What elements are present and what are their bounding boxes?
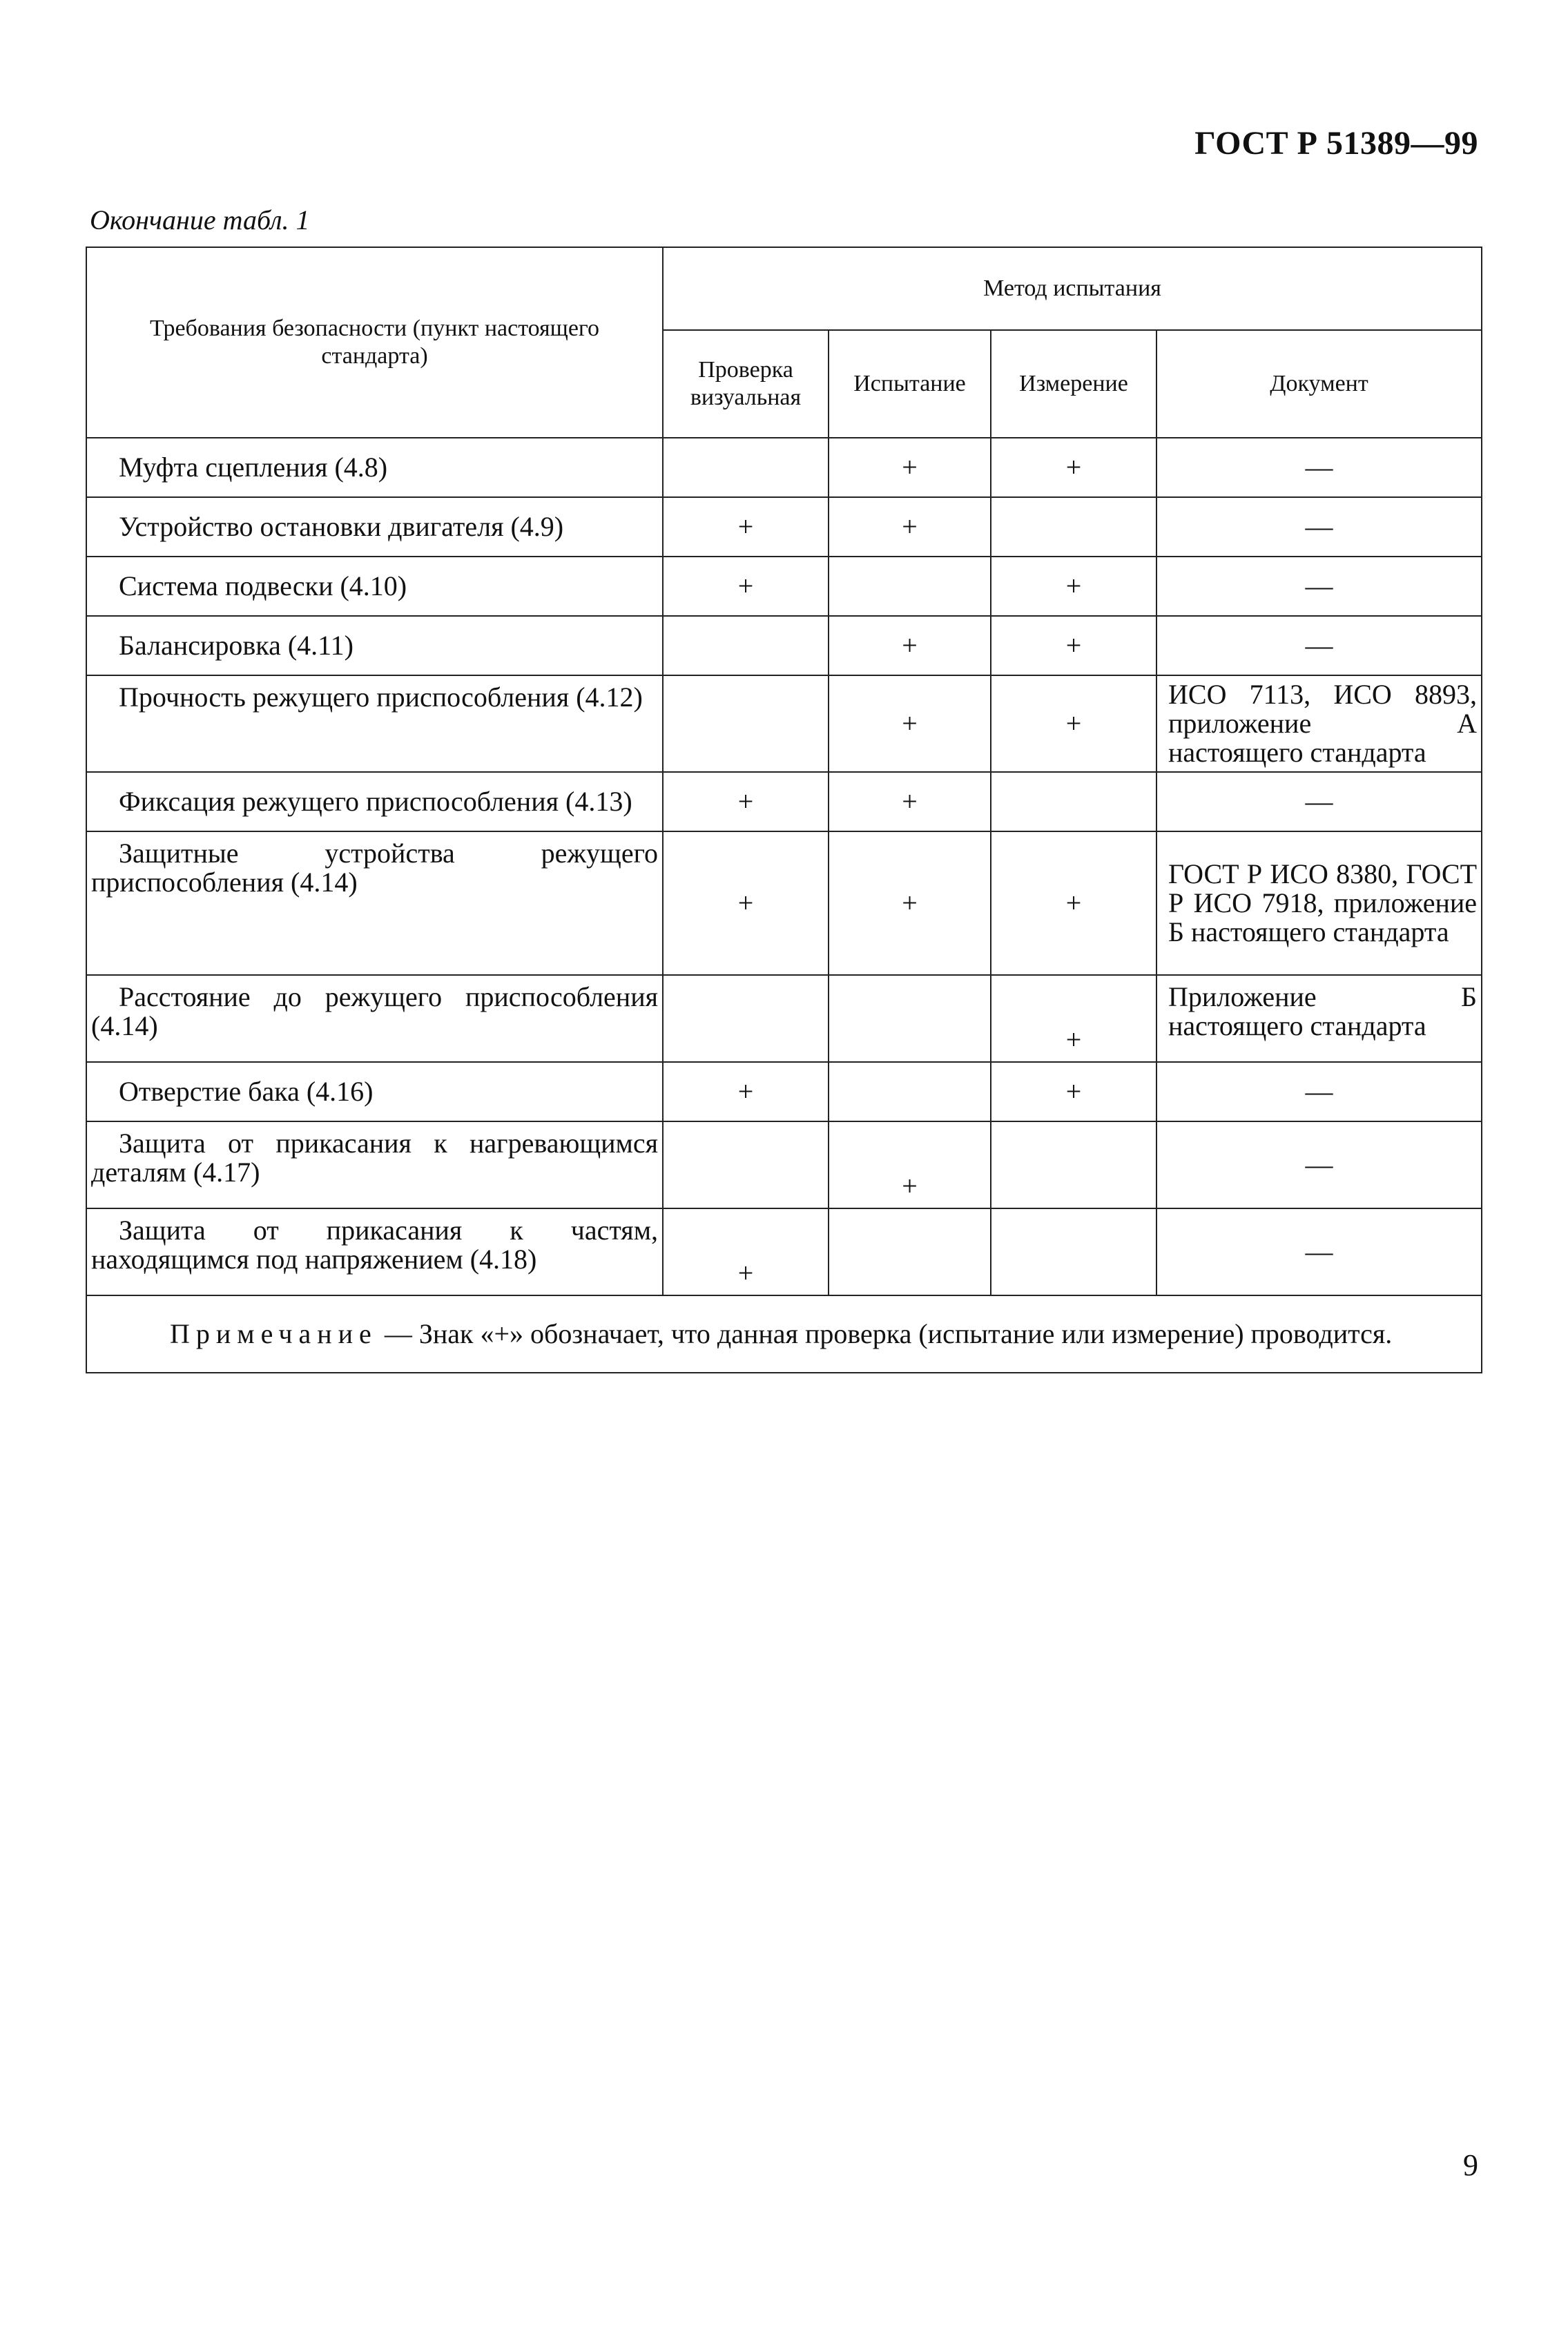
- requirement-cell: Муфта сцепления (4.8): [86, 438, 663, 497]
- table-row: [86, 975, 1482, 1062]
- note-text: — Знак «+» обозначает, что данная проверка (испытание или измерение) проводится.: [377, 1318, 1393, 1349]
- visual-cell: +: [663, 497, 829, 557]
- test-cell: [829, 975, 991, 1062]
- table-row: [86, 438, 1482, 497]
- requirement-cell: Расстояние до режущего приспособления (4.14): [86, 975, 663, 1062]
- measure-cell: +: [991, 438, 1156, 497]
- table-header-row: [86, 247, 1482, 330]
- visual-cell: [663, 975, 829, 1062]
- header-method-group: Метод испытания: [663, 247, 1482, 330]
- note-label: Примечание: [170, 1318, 378, 1349]
- document-cell: ИСО 7113, ИСО 8893, приложение А настоящего стандарта: [1156, 675, 1482, 772]
- test-cell: +: [829, 772, 991, 831]
- table-row: [86, 557, 1482, 616]
- requirement-cell: Отверстие бака (4.16): [86, 1062, 663, 1121]
- header-test: Испытание: [829, 330, 991, 438]
- header-measure: Измерение: [991, 330, 1156, 438]
- document-cell: —: [1156, 1208, 1482, 1295]
- measure-cell: +: [991, 975, 1156, 1062]
- measure-cell: +: [991, 557, 1156, 616]
- table-row: [86, 497, 1482, 557]
- visual-cell: [663, 438, 829, 497]
- document-cell: —: [1156, 557, 1482, 616]
- requirement-cell: Защитные устройства режущего приспособления (4.14): [86, 831, 663, 975]
- test-cell: +: [829, 831, 991, 975]
- requirement-cell: Балансировка (4.11): [86, 616, 663, 675]
- document-cell: —: [1156, 772, 1482, 831]
- visual-cell: [663, 1121, 829, 1208]
- table-row: [86, 772, 1482, 831]
- table-row: [86, 616, 1482, 675]
- measure-cell: [991, 1121, 1156, 1208]
- measure-cell: +: [991, 831, 1156, 975]
- test-cell: [829, 1062, 991, 1121]
- table-note: [86, 1295, 1482, 1373]
- visual-cell: [663, 616, 829, 675]
- document-cell: —: [1156, 497, 1482, 557]
- test-cell: [829, 557, 991, 616]
- visual-cell: [663, 675, 829, 772]
- test-cell: [829, 1208, 991, 1295]
- document-cell: —: [1156, 438, 1482, 497]
- measure-cell: [991, 772, 1156, 831]
- measure-cell: +: [991, 1062, 1156, 1121]
- page-number: 9: [1463, 2148, 1478, 2182]
- table-row: [86, 1062, 1482, 1121]
- header-visual: Проверка визуальная: [663, 330, 829, 438]
- visual-cell: +: [663, 831, 829, 975]
- test-cell: +: [829, 438, 991, 497]
- requirement-cell: Система подвески (4.10): [86, 557, 663, 616]
- measure-cell: +: [991, 675, 1156, 772]
- test-cell: +: [829, 497, 991, 557]
- requirements-table-container: [86, 247, 1481, 1373]
- document-cell: —: [1156, 1062, 1482, 1121]
- measure-cell: +: [991, 616, 1156, 675]
- visual-cell: +: [663, 1208, 829, 1295]
- test-cell: +: [829, 1121, 991, 1208]
- requirement-cell: Защита от прикасания к нагревающимся деталям (4.17): [86, 1121, 663, 1208]
- visual-cell: +: [663, 772, 829, 831]
- requirement-cell: Устройство остановки двигателя (4.9): [86, 497, 663, 557]
- table-row: [86, 675, 1482, 772]
- document-cell: ГОСТ Р ИСО 8380, ГОСТ Р ИСО 7918, приложение Б настоящего стандарта: [1156, 831, 1482, 975]
- table-row: [86, 1208, 1482, 1295]
- requirements-table: [86, 247, 1482, 1373]
- table-note-row: [86, 1295, 1482, 1373]
- test-cell: +: [829, 616, 991, 675]
- document-cell: —: [1156, 1121, 1482, 1208]
- measure-cell: [991, 497, 1156, 557]
- header-document: Документ: [1156, 330, 1482, 438]
- table-row: [86, 1121, 1482, 1208]
- visual-cell: +: [663, 1062, 829, 1121]
- requirement-cell: Прочность режущего приспособления (4.12): [86, 675, 663, 772]
- table-caption: Окончание табл. 1: [90, 204, 310, 235]
- document-code: ГОСТ Р 51389—99: [1194, 125, 1478, 162]
- header-requirement: Требования безопасности (пункт настоящего стандарта): [86, 247, 663, 438]
- table-row: [86, 831, 1482, 975]
- requirement-cell: Фиксация режущего приспособления (4.13): [86, 772, 663, 831]
- visual-cell: +: [663, 557, 829, 616]
- measure-cell: [991, 1208, 1156, 1295]
- requirement-cell: Защита от прикасания к частям, находящимся под напряжением (4.18): [86, 1208, 663, 1295]
- document-cell: Приложение Б настоящего стандарта: [1156, 975, 1482, 1062]
- test-cell: +: [829, 675, 991, 772]
- document-cell: —: [1156, 616, 1482, 675]
